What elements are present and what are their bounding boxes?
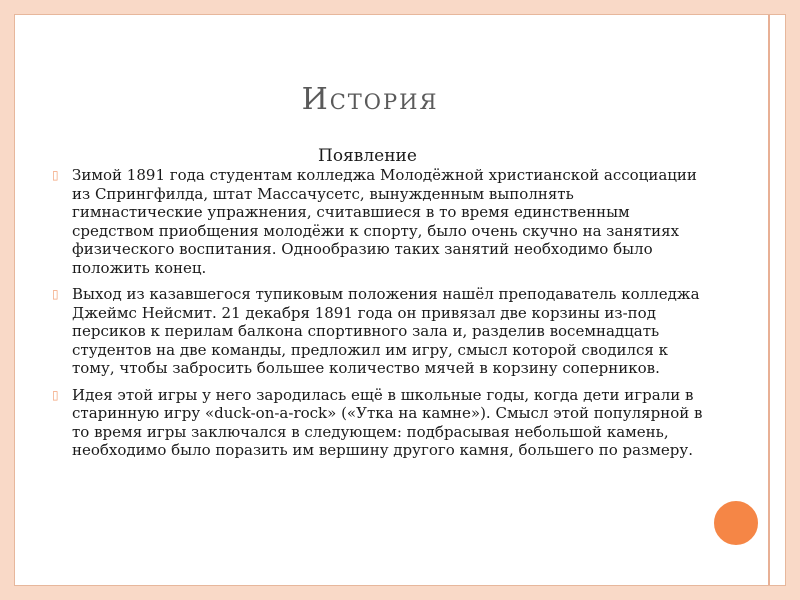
bullet-list: [48, 166, 708, 468]
bullet-item: [48, 386, 708, 460]
bullet-text: Идея этой игры у него зародилась ещё в школьные годы, когда дети играли в старинную игру «duck-on-a-rock» («Утка на камне»). Смысл этой популярной в то время игры заключался в следующем: подбрасывая небольшой камень, необходимо было поразить им вершину другого камня, большего по размеру.: [72, 385, 703, 459]
bullet-marker-icon: ▯: [52, 287, 59, 301]
decorative-vertical-line: [768, 15, 770, 585]
bullet-marker-icon: ▯: [52, 168, 59, 182]
bullet-marker-icon: ▯: [52, 387, 59, 402]
bullet-text: Выход из казавшегося тупиковым положения нашёл преподаватель колледжа Джеймс Нейсмит. 21 декабря 1891 года он привязал две корзины из-под персиков к перилам балкона спортивного зала и, разделив восемнадцать студентов на две команды, предложил им игру, смысл которой сводился к тому, чтобы забросить большее количество мячей в корзину соперников.: [72, 285, 700, 377]
decorative-orange-circle: [711, 498, 761, 548]
bullet-text: Зимой 1891 года студентам колледжа Молодёжной христианской ассоциации из Спрингфилда, штат Массачусетс, вынужденным выполнять гимнастические упражнения, считавшиеся в то время единственным средством приобщения молодёжи к спорту, было очень скучно на занятиях физического воспитания. Однообразию таких занятий необходимо было положить конец.: [72, 166, 697, 277]
slide-title: История: [301, 82, 439, 117]
bullet-item: [48, 166, 708, 277]
bullet-item: [48, 285, 708, 378]
slide-subtitle: Появление: [318, 146, 417, 166]
